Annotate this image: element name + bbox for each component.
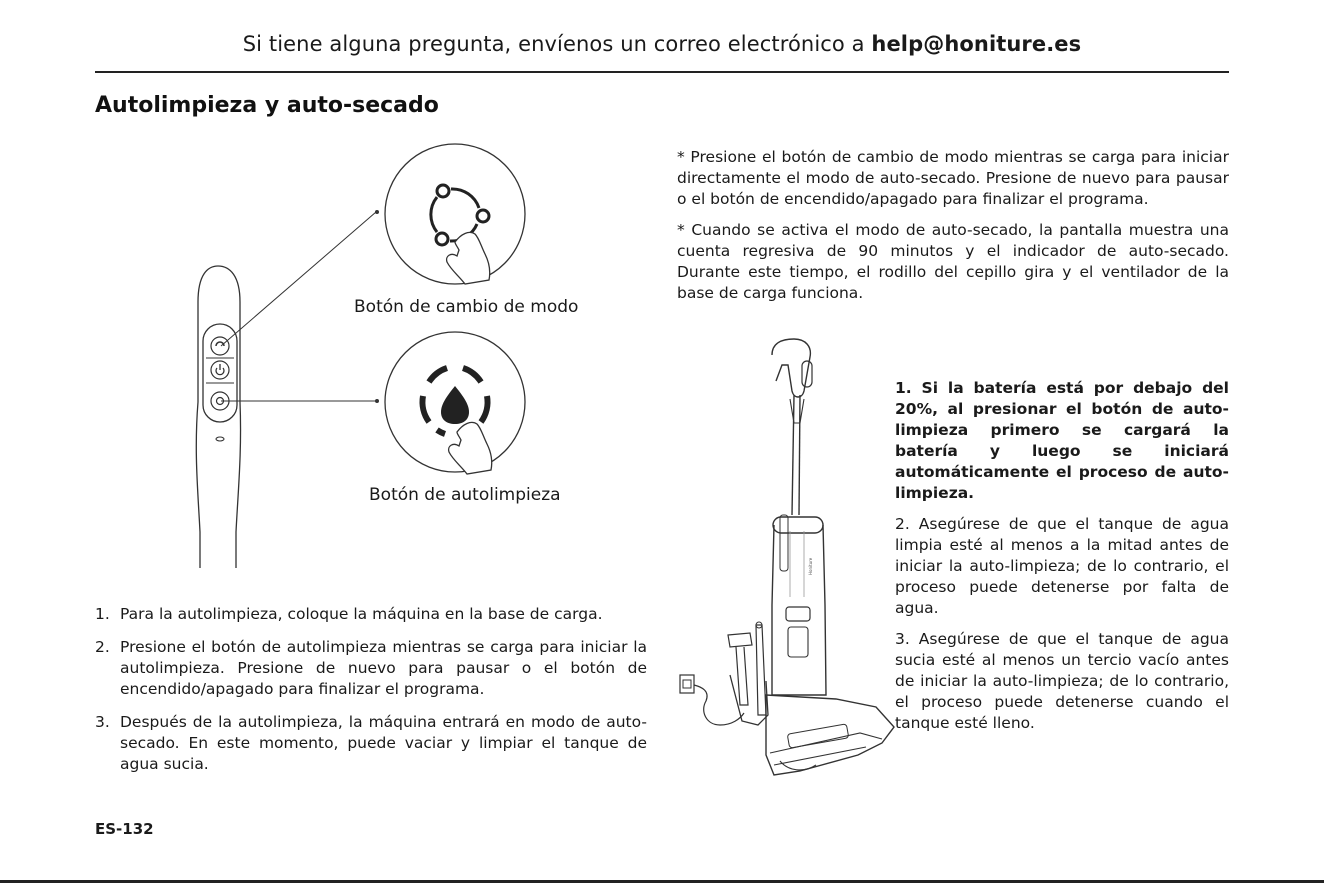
note-paragraph: 2. Asegúrese de que el tanque de agua limpia esté al menos a la mitad antes de iniciar la auto-limpieza; de lo contrario, el proceso puede detenerse por falta de agua. bbox=[895, 515, 1229, 617]
self-clean-button-caption: Botón de autolimpieza bbox=[369, 485, 561, 505]
step-number: 1. bbox=[95, 605, 110, 623]
note-paragraph: * Presione el botón de cambio de modo mientras se carga para iniciar directamente el modo de auto-secado. Presione de nuevo para pausar o el botón de encendido/apagado para finalizar el programa. bbox=[677, 148, 1229, 208]
steps-list bbox=[95, 604, 647, 787]
header-text: Si tiene alguna pregunta, envíenos un correo electrónico a bbox=[242, 32, 872, 56]
page-number: ES-132 bbox=[95, 820, 154, 838]
list-item bbox=[95, 604, 647, 625]
note-paragraph: 1. Si la batería está por debajo del 20%, al presionar el botón de auto-limpieza primero se cargará la batería y luego se iniciará automáticamente el proceso de auto-limpieza. bbox=[895, 379, 1229, 502]
note-paragraph: 3. Asegúrese de que el tanque de agua sucia esté al menos un tercio vacío antes de iniciar la auto-limpieza; de lo contrario, el proceso puede detenerse cuando el tanque esté lleno. bbox=[895, 630, 1229, 732]
vacuum-illustration bbox=[670, 335, 900, 790]
support-email: help@honiture.es bbox=[871, 32, 1082, 56]
mode-button-detail bbox=[385, 142, 525, 292]
step-text: Presione el botón de autolimpieza mientras se carga para iniciar la autolimpieza. Presione de nuevo para pausar o el botón de encendido/apagado para finalizar el programa. bbox=[120, 638, 647, 698]
step-text: Para la autolimpieza, coloque la máquina en la base de carga. bbox=[120, 605, 603, 623]
device-brand-label: Honiture bbox=[808, 557, 813, 575]
step-number: 2. bbox=[95, 638, 110, 656]
note-paragraph: * Cuando se activa el modo de auto-secado, la pantalla muestra una cuenta regresiva de 90 minutos y el indicador de auto-secado. Durante este tiempo, el rodillo del cepillo gira y el ventilador de la base de carga funciona. bbox=[677, 221, 1229, 302]
right-notes bbox=[895, 378, 1229, 744]
list-item bbox=[95, 712, 647, 775]
mode-button-caption: Botón de cambio de modo bbox=[354, 297, 579, 317]
section-title: Autolimpieza y auto-secado bbox=[95, 93, 439, 118]
list-item bbox=[95, 637, 647, 700]
step-number: 3. bbox=[95, 713, 110, 731]
self-clean-button-detail bbox=[385, 334, 525, 484]
step-text: Después de la autolimpieza, la máquina entrará en modo de auto-secado. En este momento, puede vaciar y limpiar el tanque de agua sucia. bbox=[120, 713, 647, 773]
notes bbox=[677, 147, 1229, 314]
